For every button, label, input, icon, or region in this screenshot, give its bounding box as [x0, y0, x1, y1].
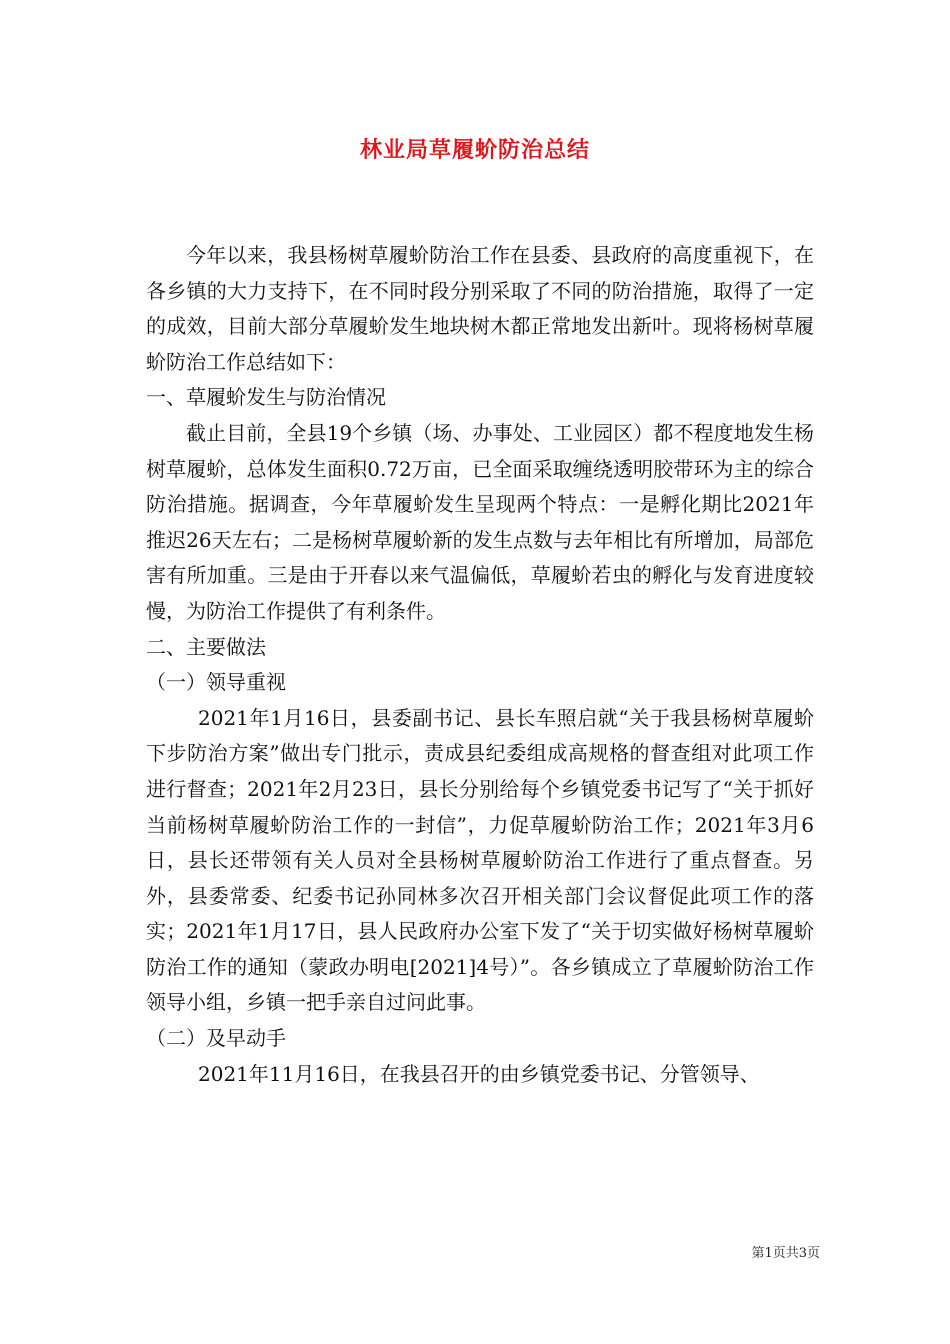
situation-paragraph: 截止目前，全县19个乡镇（场、办事处、工业园区）都不程度地发生杨树草履蚧，总体发生面积0.72万亩，已全面采取缠绕透明胶带环为主的综合防治措施。据调查，今年草履蚧发生呈现两个特点：一是孵化期比2021年推迟26天左右；二是杨树草履蚧新的发生点数与去年相比有所增加，局部危害有所加重。三是由于开春以来气温偏低，草履蚧若虫的孵化与发育进度较慢，为防治工作提供了有利条件。 [146, 420, 814, 623]
early-action-paragraph: 2021年11月16日，在我县召开的由乡镇党委书记、分管领导、 [198, 1061, 760, 1086]
section-heading-1: 一、草履蚧发生与防治情况 [146, 385, 386, 410]
document-body [146, 238, 814, 1092]
section-heading-2: 二、主要做法 [146, 634, 266, 659]
leadership-paragraph: 2021年1月16日，县委副书记、县长车照启就“关于我县杨树草履蚧下步防治方案”做出专门批示，责成县纪委组成高规格的督查组对此项工作进行督查；2021年2月23日，县长分别给每个乡镇党委书记写了“关于抓好当前杨树草履蚧防治工作的一封信”，力促草履蚧防治工作；2021年3月6日，县长还带领有关人员对全县杨树草履蚧防治工作进行了重点督查。另外，县委常委、纪委书记孙同林多次召开相关部门会议督促此项工作的落实；2021年1月17日，县人民政府办公室下发了“关于切实做好杨树草履蚧防治工作的通知（蒙政办明电[2021]4号）”。各乡镇成立了草履蚧防治工作领导小组，乡镇一把手亲自过问此事。 [146, 705, 814, 1015]
document-title: 林业局草履蚧防治总结 [359, 137, 590, 163]
intro-paragraph: 今年以来，我县杨树草履蚧防治工作在县委、县政府的高度重视下，在各乡镇的大力支持下，在不同时段分别采取了不同的防治措施，取得了一定的成效，目前大部分草履蚧发生地块树木都正常地发出新叶。现将杨树草履蚧防治工作总结如下： [146, 243, 814, 374]
subsection-heading-2: （二）及早动手 [146, 1026, 286, 1051]
subsection-heading-1: （一）领导重视 [146, 670, 286, 695]
page-number: 第1页共3页 [751, 1246, 820, 1261]
